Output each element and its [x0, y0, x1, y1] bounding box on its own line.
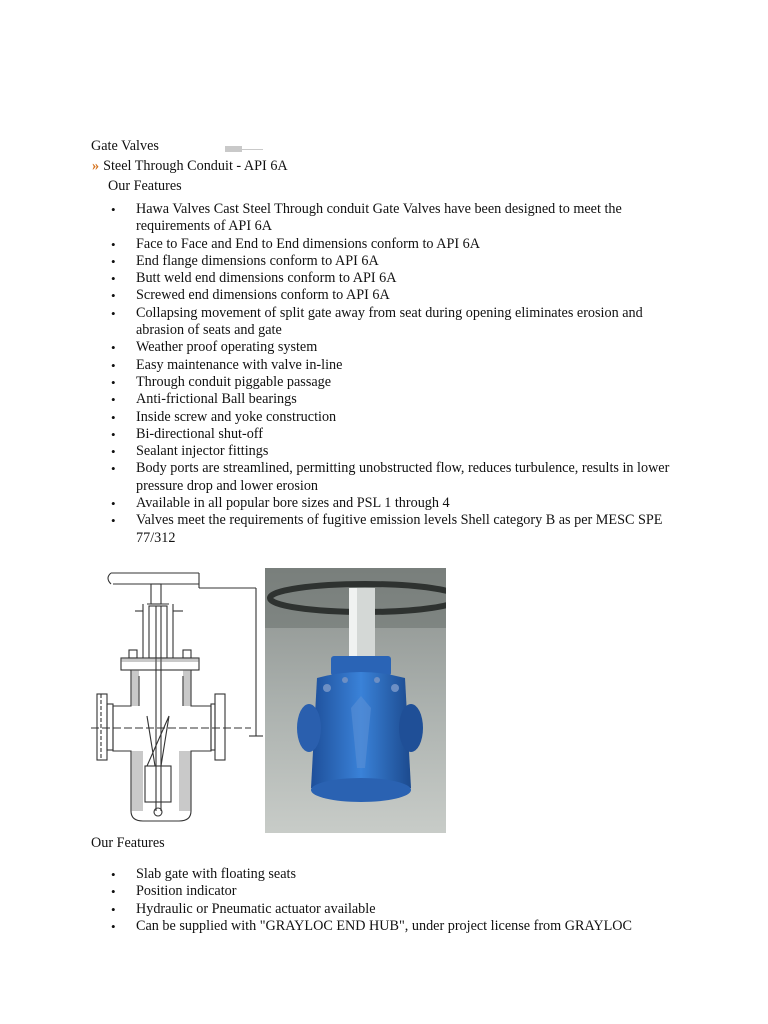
feature-item: [92, 512, 692, 547]
bullet-icon: •: [111, 392, 116, 408]
bullet-icon: •: [111, 305, 116, 321]
feature-text: Easy maintenance with valve in-line: [136, 356, 343, 373]
feature-text: Available in all popular bore sizes and PSL 1 through 4: [136, 495, 450, 512]
feature-item: [92, 374, 692, 391]
feature-item: [92, 270, 692, 287]
feature-text: Can be supplied with "GRAYLOC END HUB", under project license from GRAYLOC: [136, 917, 633, 934]
bullet-icon: •: [111, 426, 116, 442]
feature-item: [92, 236, 692, 253]
feature-text: Slab gate with floating seats: [136, 866, 296, 882]
bullet-icon: •: [111, 496, 116, 512]
bullet-icon: •: [111, 918, 116, 934]
features-heading-2: Our Features: [91, 835, 165, 851]
feature-text: Position indicator: [136, 883, 237, 900]
bullet-icon: •: [111, 357, 116, 373]
feature-item: [92, 287, 692, 304]
feature-text: Through conduit piggable passage: [136, 373, 332, 390]
valve-photo: [265, 568, 446, 833]
bullet-icon: •: [111, 202, 116, 217]
bullet-icon: •: [111, 901, 116, 917]
feature-item: [92, 883, 712, 900]
feature-item: [92, 443, 692, 460]
subtitle: [92, 158, 288, 175]
bullet-icon: •: [111, 253, 116, 269]
bullet-icon: •: [111, 513, 116, 529]
feature-text: Inside screw and yoke construction: [136, 408, 337, 425]
subtitle-text: Steel Through Conduit - API 6A: [103, 158, 288, 174]
feature-text: Screwed end dimensions conform to API 6A: [136, 287, 390, 304]
bullet-icon: •: [111, 288, 116, 304]
feature-item: [92, 253, 692, 270]
feature-text: Weather proof operating system: [136, 339, 318, 356]
feature-text: Face to Face and End to End dimensions conform to API 6A: [136, 235, 480, 252]
feature-item: [92, 918, 712, 935]
bullet-icon: •: [111, 271, 116, 287]
title-decoration: [225, 145, 263, 153]
feature-text: Sealant injector fittings: [136, 443, 269, 460]
feature-item: [92, 460, 692, 495]
feature-item: [92, 426, 692, 443]
feature-text: Anti-frictional Ball bearings: [136, 391, 297, 408]
valve-cross-section-diagram: [91, 566, 263, 833]
feature-item: [92, 339, 692, 356]
bullet-icon: •: [111, 461, 116, 477]
feature-text: Hawa Valves Cast Steel Through conduit Gate Valves have been designed to meet the requirements of API 6A: [136, 201, 622, 235]
bullet-icon: •: [111, 444, 116, 460]
bullet-icon: •: [111, 374, 116, 390]
feature-item: [92, 391, 692, 408]
feature-item: [92, 901, 712, 918]
feature-item: [92, 866, 712, 883]
bullet-icon: •: [111, 884, 116, 900]
feature-item: [92, 495, 692, 512]
feature-text: End flange dimensions conform to API 6A: [136, 252, 379, 269]
bullet-icon: •: [111, 236, 116, 252]
feature-text: Collapsing movement of split gate away from seat during opening eliminates erosion and abrasion of seats and gate: [136, 304, 643, 339]
bullet-icon: •: [111, 409, 116, 425]
page-title: Gate Valves: [91, 138, 159, 154]
features-list-2: [92, 866, 712, 935]
subtitle-marker: »: [92, 158, 100, 174]
features-list: [92, 201, 692, 547]
feature-text: Valves meet the requirements of fugitive emission levels Shell category B as per MESC SPE 77/312: [136, 512, 663, 546]
feature-item: [92, 409, 692, 426]
feature-text: Body ports are streamlined, permitting unobstructed flow, reduces turbulence, results in lower pressure drop and lower erosion: [136, 460, 670, 494]
feature-item: [92, 305, 692, 340]
feature-item: [92, 357, 692, 374]
feature-text: Bi-directional shut-off: [136, 425, 264, 442]
feature-text: Hydraulic or Pneumatic actuator available: [136, 900, 376, 917]
feature-item: [92, 201, 692, 236]
feature-text: Butt weld end dimensions conform to API 6A: [136, 270, 397, 287]
features-heading: Our Features: [108, 178, 182, 194]
bullet-icon: •: [111, 867, 116, 882]
bullet-icon: •: [111, 340, 116, 356]
